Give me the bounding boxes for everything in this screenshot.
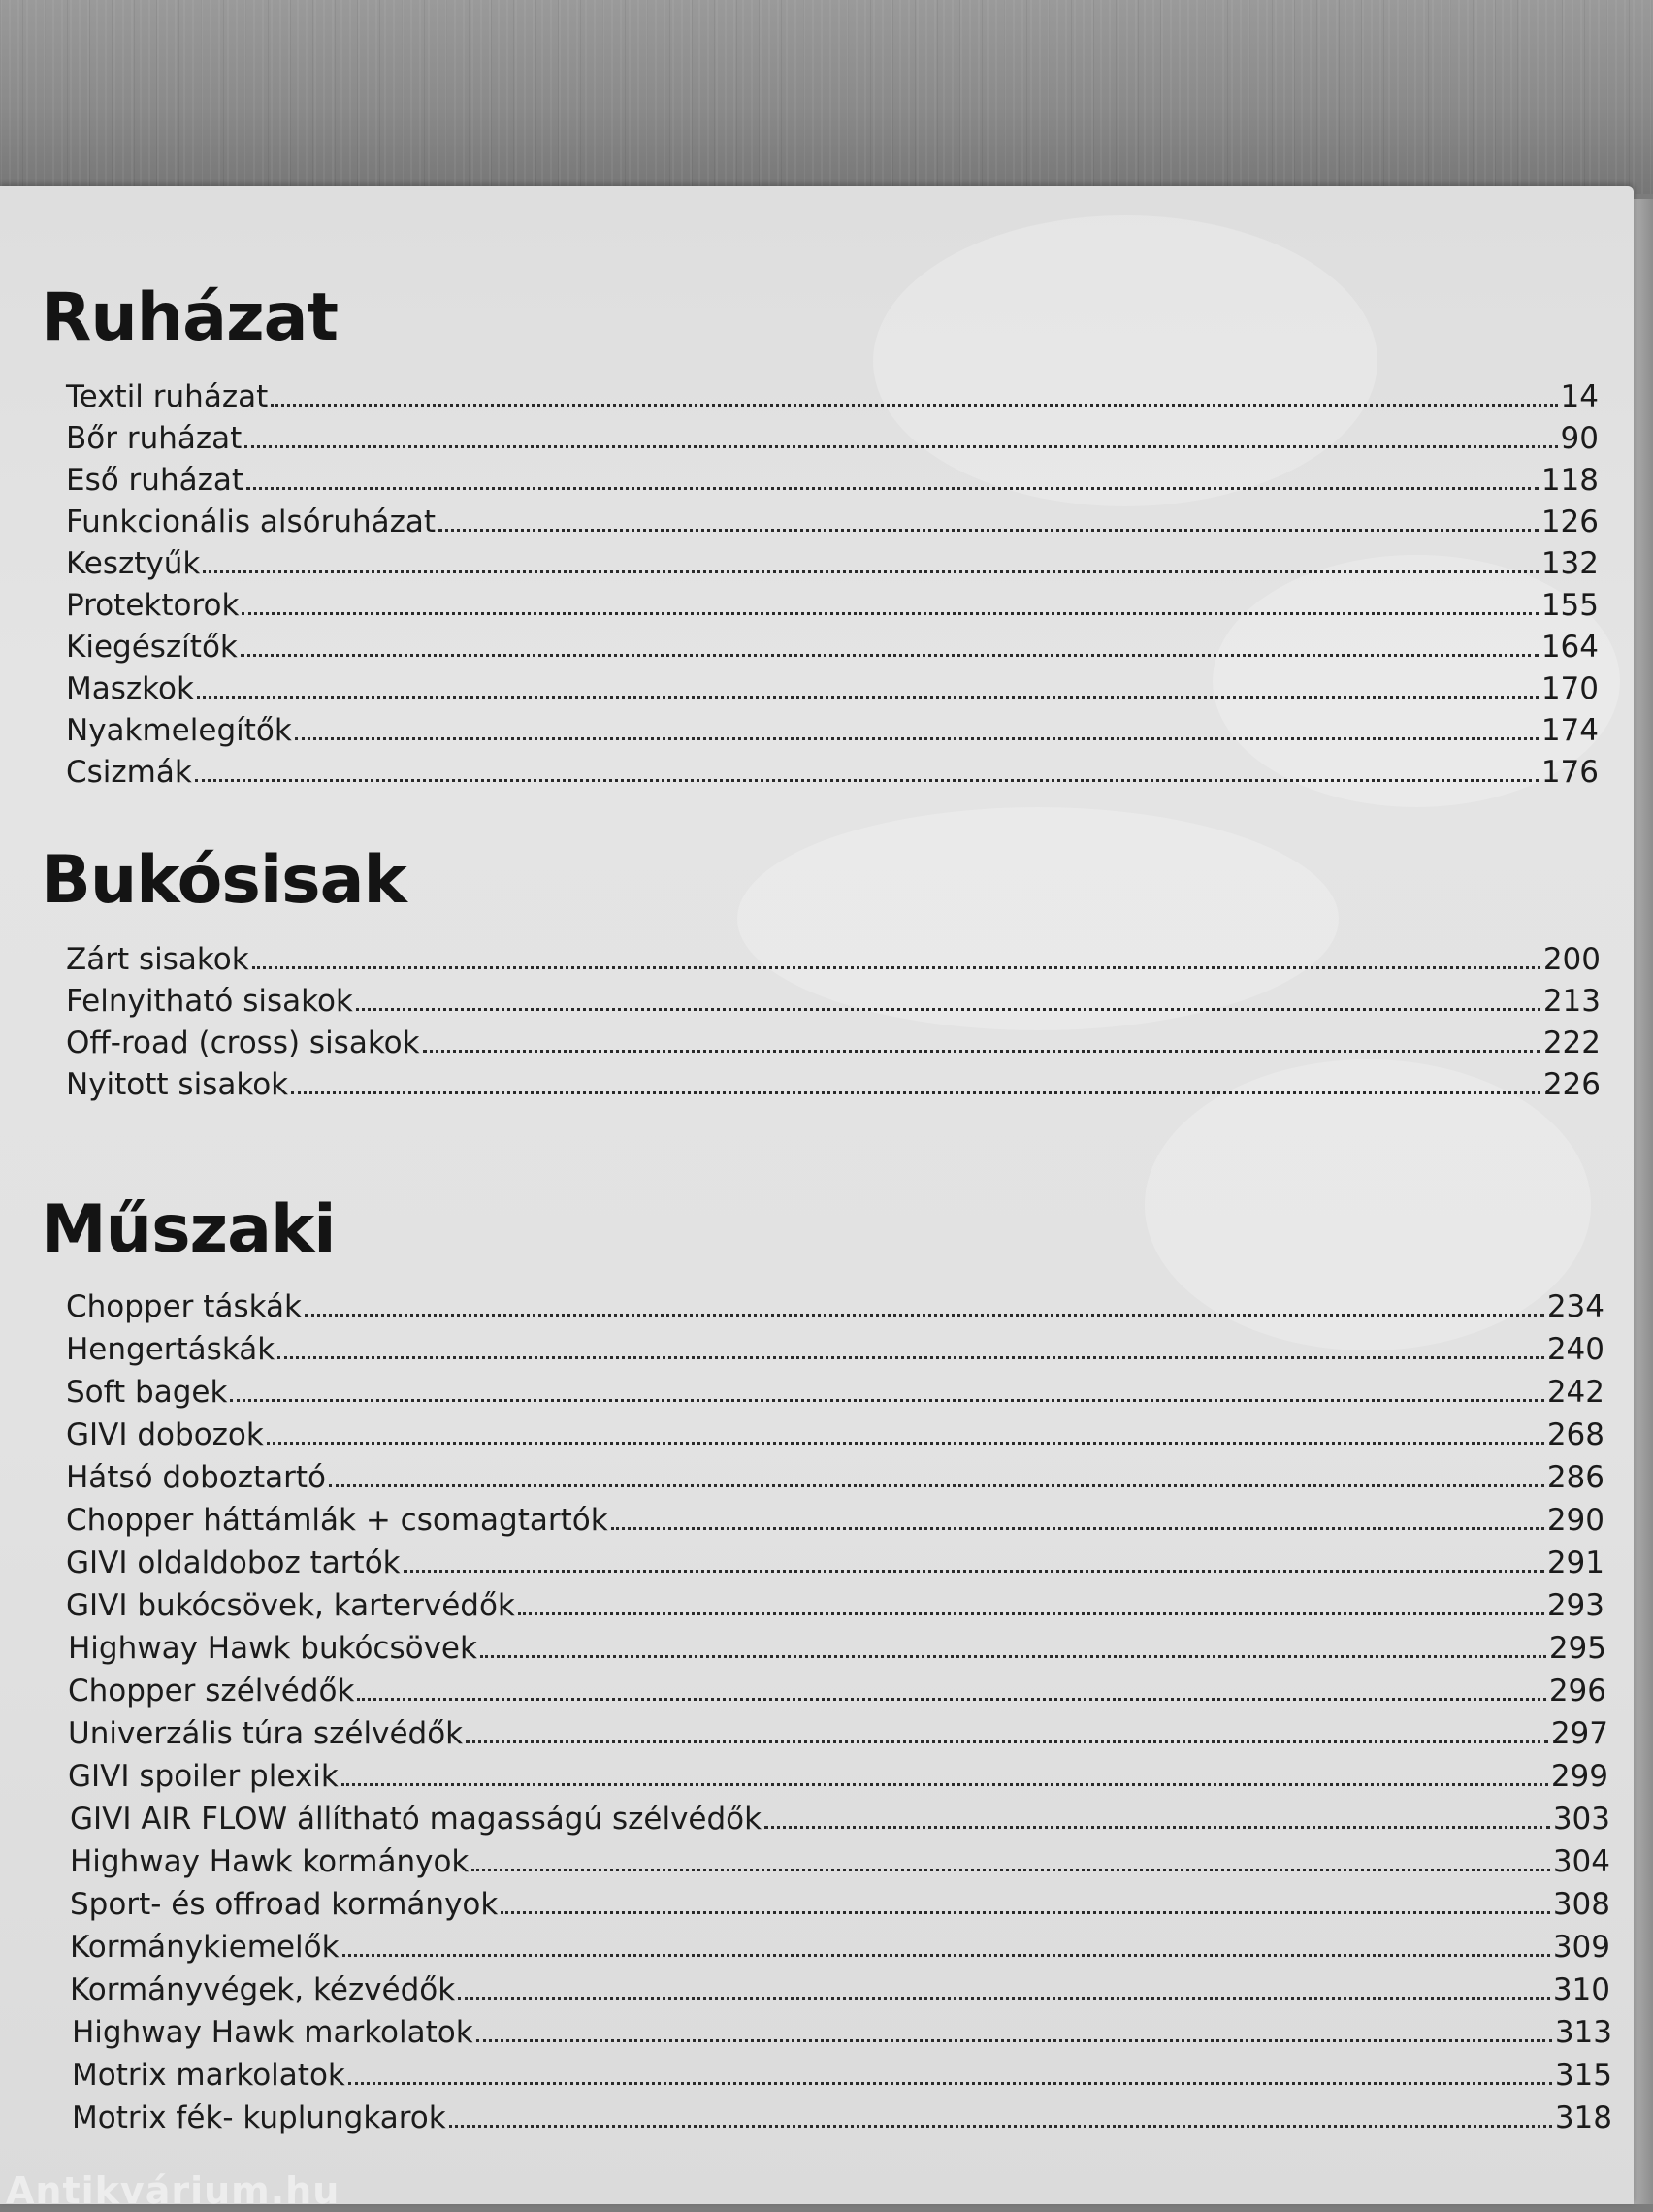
toc-entry bbox=[72, 2012, 1612, 2051]
toc-entry bbox=[66, 1023, 1601, 1061]
dot-leader bbox=[764, 1826, 1550, 1829]
toc-entry-page: 286 bbox=[1546, 1460, 1604, 1495]
toc-entry-label: Univerzális túra szélvédők bbox=[68, 1716, 464, 1751]
toc-entry bbox=[66, 1286, 1604, 1325]
toc-entry-label: Hengertáskák bbox=[66, 1332, 276, 1367]
toc-entry bbox=[66, 1543, 1604, 1581]
toc-entry-label: Nyakmelegítők bbox=[66, 713, 292, 748]
toc-entry bbox=[66, 502, 1599, 540]
toc-entry bbox=[66, 752, 1599, 791]
toc-entry-label: Felnyitható sisakok bbox=[66, 984, 353, 1019]
dot-leader bbox=[348, 2082, 1552, 2085]
catalog-index-page bbox=[0, 186, 1634, 2204]
dot-leader bbox=[203, 570, 1538, 573]
toc-entry-page: 126 bbox=[1540, 504, 1599, 539]
toc-entry-page: 295 bbox=[1548, 1631, 1606, 1666]
dot-leader bbox=[466, 1740, 1548, 1743]
dot-leader bbox=[295, 737, 1539, 740]
toc-entry-label: Hátsó doboztartó bbox=[66, 1460, 327, 1495]
toc-entry-label: Chopper háttámlák + csomagtartók bbox=[66, 1503, 608, 1538]
toc-entry-page: 296 bbox=[1548, 1674, 1606, 1708]
table-surface bbox=[0, 0, 1653, 194]
section-bukosisak bbox=[41, 842, 1634, 920]
toc-entry-label: GIVI oldaldoboz tartók bbox=[66, 1545, 401, 1580]
toc-entry-label: Highway Hawk markolatok bbox=[72, 2015, 473, 2050]
toc-entry-label: Kesztyűk bbox=[66, 546, 201, 581]
dot-leader bbox=[356, 1008, 1540, 1011]
dot-leader bbox=[242, 612, 1538, 615]
toc-entry-page: 308 bbox=[1552, 1887, 1610, 1922]
toc-entry-page: 155 bbox=[1540, 588, 1599, 623]
dot-leader bbox=[458, 1997, 1550, 2000]
toc-entry-label: Motrix fék- kuplungkarok bbox=[72, 2100, 446, 2135]
toc-entry-label: Eső ruházat bbox=[66, 463, 244, 498]
toc-entry bbox=[66, 1457, 1604, 1496]
toc-entry-label: Kiegészítők bbox=[66, 630, 238, 665]
toc-entry-label: Soft bagek bbox=[66, 1375, 228, 1410]
watermark: Antikvárium.hu bbox=[6, 2169, 340, 2212]
toc-entry-page: 268 bbox=[1546, 1417, 1604, 1452]
toc-entry bbox=[66, 418, 1599, 457]
toc-entry-label: Motrix markolatok bbox=[72, 2058, 345, 2093]
toc-entry-page: 213 bbox=[1542, 984, 1601, 1019]
toc-entry bbox=[66, 376, 1599, 415]
toc-entry bbox=[66, 1500, 1604, 1539]
toc-entry-label: Maszkok bbox=[66, 671, 194, 706]
toc-entry-label: Chopper táskák bbox=[66, 1289, 302, 1324]
dot-leader bbox=[195, 779, 1539, 782]
toc-entry-page: 303 bbox=[1552, 1802, 1610, 1837]
toc-entry-page: 309 bbox=[1552, 1930, 1610, 1965]
dot-leader bbox=[501, 1911, 1549, 1914]
toc-entry-page: 222 bbox=[1542, 1025, 1601, 1060]
toc-entry-page: 176 bbox=[1540, 755, 1599, 790]
section-title: Bukósisak bbox=[41, 842, 406, 919]
toc-entry bbox=[66, 1415, 1604, 1453]
toc-entry bbox=[70, 1841, 1610, 1880]
toc-entry-page: 164 bbox=[1540, 630, 1599, 665]
dot-leader bbox=[329, 1484, 1544, 1487]
toc-entry bbox=[70, 1969, 1610, 2008]
dot-leader bbox=[449, 2125, 1552, 2128]
toc-entry-label: Kormányvégek, kézvédők bbox=[70, 1972, 456, 2007]
toc-entry-label: Funkcionális alsóruházat bbox=[66, 504, 437, 539]
toc-entry bbox=[70, 1927, 1610, 1966]
toc-entry bbox=[70, 1884, 1610, 1923]
dot-leader bbox=[305, 1314, 1544, 1317]
toc-entry-label: Protektorok bbox=[66, 588, 240, 623]
toc-entry bbox=[66, 1372, 1604, 1411]
toc-entry bbox=[68, 1756, 1608, 1795]
dot-leader bbox=[267, 1442, 1544, 1445]
section-title: Ruházat bbox=[41, 279, 339, 356]
toc-entry bbox=[66, 585, 1599, 624]
toc-entry-label: Zárt sisakok bbox=[66, 942, 249, 977]
dot-leader bbox=[241, 654, 1539, 657]
toc-entry-label: GIVI spoiler plexik bbox=[68, 1759, 339, 1794]
toc-entry-label: Kormánykiemelők bbox=[70, 1930, 340, 1965]
toc-entry-page: 174 bbox=[1540, 713, 1599, 748]
toc-entry-page: 291 bbox=[1546, 1545, 1604, 1580]
toc-entry-label: GIVI dobozok bbox=[66, 1417, 264, 1452]
toc-entry-page: 313 bbox=[1554, 2015, 1612, 2050]
dot-leader bbox=[611, 1527, 1544, 1530]
dot-leader bbox=[291, 1091, 1540, 1094]
toc-entry-label: Chopper szélvédők bbox=[68, 1674, 355, 1708]
toc-entry-page: 318 bbox=[1554, 2100, 1612, 2135]
toc-entry bbox=[66, 1585, 1604, 1624]
dot-leader bbox=[404, 1570, 1544, 1573]
dot-leader bbox=[518, 1612, 1544, 1615]
dot-leader bbox=[480, 1655, 1546, 1658]
toc-entry bbox=[66, 981, 1601, 1020]
dot-leader bbox=[277, 1356, 1544, 1359]
toc-entry-page: 118 bbox=[1540, 463, 1599, 498]
toc-entry bbox=[72, 2055, 1612, 2094]
toc-entry-page: 315 bbox=[1554, 2058, 1612, 2093]
toc-entry-page: 200 bbox=[1542, 942, 1601, 977]
dot-leader bbox=[230, 1399, 1543, 1402]
dot-leader bbox=[438, 529, 1539, 532]
toc-entry-page: 310 bbox=[1552, 1972, 1610, 2007]
toc-entry-page: 293 bbox=[1546, 1588, 1604, 1623]
toc-entry-label: Highway Hawk kormányok bbox=[70, 1844, 470, 1879]
toc-entry-label: Sport- és offroad kormányok bbox=[70, 1887, 499, 1922]
dot-leader bbox=[246, 487, 1539, 490]
section-ruhazat bbox=[41, 279, 1634, 357]
toc-entry bbox=[68, 1713, 1608, 1752]
toc-entry-page: 132 bbox=[1540, 546, 1599, 581]
dot-leader bbox=[271, 404, 1557, 407]
toc-entry-page: 170 bbox=[1540, 671, 1599, 706]
dot-leader bbox=[197, 696, 1539, 699]
toc-entry bbox=[66, 939, 1601, 978]
section-title: Műszaki bbox=[41, 1191, 336, 1268]
toc-entry bbox=[68, 1671, 1606, 1709]
toc-entry bbox=[66, 627, 1599, 666]
toc-entry bbox=[66, 460, 1599, 499]
toc-entry-label: Nyitott sisakok bbox=[66, 1067, 289, 1102]
dot-leader bbox=[476, 2039, 1552, 2042]
toc-entry-label: GIVI AIR FLOW állítható magasságú szélvédők bbox=[70, 1802, 762, 1837]
dot-leader bbox=[342, 1954, 1550, 1957]
dot-leader bbox=[252, 966, 1540, 969]
toc-entry bbox=[66, 543, 1599, 582]
toc-entry-page: 299 bbox=[1550, 1759, 1608, 1794]
dot-leader bbox=[244, 445, 1557, 448]
toc-entry bbox=[66, 710, 1599, 749]
toc-entry-label: GIVI bukócsövek, kartervédők bbox=[66, 1588, 515, 1623]
toc-entry-label: Csizmák bbox=[66, 755, 192, 790]
toc-entry bbox=[66, 1329, 1604, 1368]
dot-leader bbox=[341, 1783, 1548, 1786]
toc-entry-page: 226 bbox=[1542, 1067, 1601, 1102]
toc-entry bbox=[66, 668, 1599, 707]
toc-entry-page: 240 bbox=[1546, 1332, 1604, 1367]
toc-entry bbox=[70, 1799, 1610, 1838]
toc-entry-page: 290 bbox=[1546, 1503, 1604, 1538]
toc-entry bbox=[68, 1628, 1606, 1667]
toc-entry-page: 14 bbox=[1560, 379, 1599, 414]
toc-entry-page: 234 bbox=[1546, 1289, 1604, 1324]
toc-entry-page: 297 bbox=[1550, 1716, 1608, 1751]
dot-leader bbox=[471, 1869, 1549, 1871]
toc-entry-page: 304 bbox=[1552, 1844, 1610, 1879]
toc-entry bbox=[66, 1064, 1601, 1103]
dot-leader bbox=[357, 1698, 1545, 1701]
toc-entry bbox=[72, 2098, 1612, 2136]
toc-entry-page: 90 bbox=[1560, 421, 1599, 456]
toc-entry-label: Bőr ruházat bbox=[66, 421, 243, 456]
toc-entry-page: 242 bbox=[1546, 1375, 1604, 1410]
toc-entry-label: Highway Hawk bukócsövek bbox=[68, 1631, 477, 1666]
dot-leader bbox=[423, 1050, 1540, 1053]
toc-entry-label: Textil ruházat bbox=[66, 379, 269, 414]
toc-entry-label: Off-road (cross) sisakok bbox=[66, 1025, 420, 1060]
section-muszaki bbox=[41, 1191, 1634, 1269]
